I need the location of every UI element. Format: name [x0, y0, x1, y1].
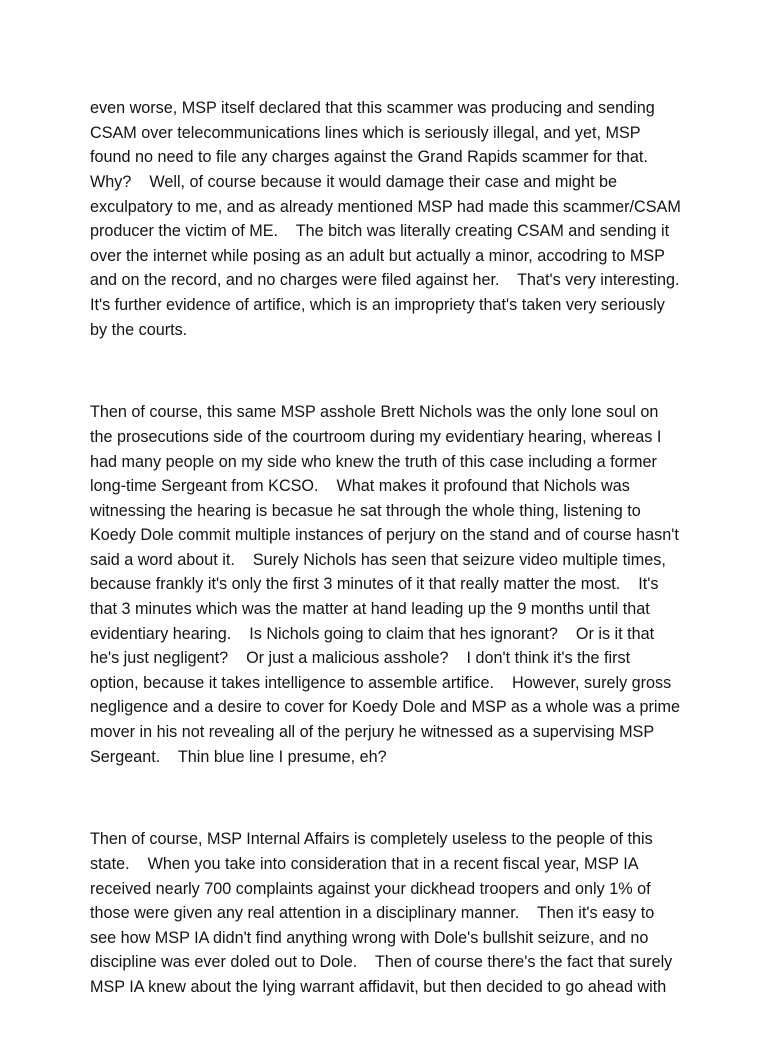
document-body [90, 47, 698, 1058]
paragraph-3: Then of course, MSP Internal Affairs is completely useless to the people of this state. When you take into consideration that in a recent fiscal year, MSP IA received nearly 700 complaints against your dickhead troopers and only 1% of those were given any real attention in a disciplinary manner. Then it's easy to see how MSP IA didn't find anything wrong with Dole's bullshit seizure, and no discipline was ever doled out to Dole. Then of course there's the fact that surely MSP IA knew about the lying warrant affidavit, but then decided to go ahead with [90, 830, 677, 996]
paragraph-1: even worse, MSP itself declared that this scammer was producing and sending CSAM over telecommunications lines which is seriously illegal, and yet, MSP found no need to file any charges against the Grand Rapids scammer for that. Why? Well, of course because it would damage their case and might be exculpatory to me, and as already mentioned MSP had made this scammer/CSAM producer the victim of ME. The bitch was literally creating CSAM and sending it over the internet while posing as an adult but actually a minor, accodring to MSP and on the record, and no charges were filed against her. That's very interesting. It's further evidence of artifice, which is an impropriety that's taken very seriously by the courts. [90, 99, 698, 339]
paragraph-2: Then of course, this same MSP asshole Brett Nichols was the only lone soul on the prosecutions side of the courtroom during my evidentiary hearing, whereas I had many people on my side who knew the truth of this case including a former long-time Sergeant from KCSO. What makes it profound that Nichols was witnessing the hearing is becasue he sat through the whole thing, listening to Koedy Dole commit multiple instances of perjury on the stand and of course hasn't said a word about it. Surely Nichols has seen that seizure video multiple times, because frankly it's only the first 3 minutes of it that really matter the most. It's that 3 minutes which was the matter at hand leading up the 9 months until that evidentiary hearing. Is Nichols going to claim that hes ignorant? Or is it that he's just negligent? Or just a malicious asshole? I don't think it's the first option, because it takes intelligence to assemble artifice. However, surely gross negligence and a desire to cover for Koedy Dole and MSP as a whole was a prime mover in his not revealing all of the perjury he witnessed as a supervising MSP Sergeant. Thin blue line I presume, eh? [90, 403, 685, 766]
